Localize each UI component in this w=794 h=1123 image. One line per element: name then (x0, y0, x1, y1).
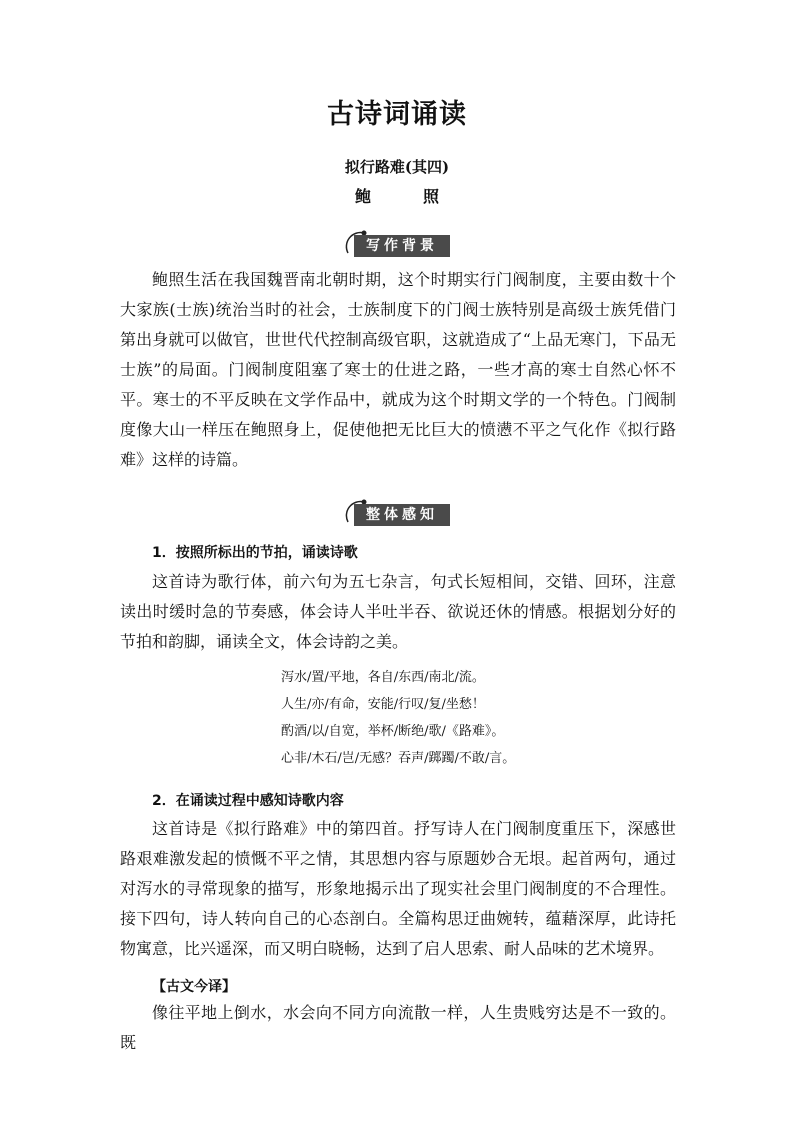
poem-title: 拟行路难(其四) (344, 158, 450, 176)
section-label-background: 写作背景 (354, 235, 450, 257)
item1-paragraph: 这首诗为歌行体，前六句为五七杂言，句式长短相间，交错、回环，注意读出时缓时急的节奏感，体会诗人半吐半吞、欲说还休的情感。根据划分好的节拍和韵脚，诵读全文，体会诗韵之美。 (120, 572, 676, 651)
poem-line: 心非/木石/岂/无感？吞声/踯躅/不敢/言。 (281, 751, 516, 766)
page-title: 古诗词诵读 (327, 99, 467, 130)
background-paragraph: 鲍照生活在我国魏晋南北朝时期，这个时期实行门阀制度，主要由数十个大家族(士族)统治当时的社会，士族制度下的门阀士族特别是高级士族凭借门第出身就可以做官，世世代代控制高级官职，这就造成了“上品无寒门，下品无士族”的局面。门阀制度阻塞了寒士的仕进之路，一些才高的寒士自然心怀不平。寒士的不平反映在文学作品中，就成为这个时期文学的一个特色。门阀制度像大山一样压在鲍照身上，促使他把无比巨大的愤懑不平之气化作《拟行路难》这样的诗篇。 (120, 270, 676, 469)
poem-line: 泻水/置/平地，各自/东西/南北/流。 (281, 670, 485, 685)
translation-heading: 【古文今译】 (152, 979, 236, 995)
poem-lines (281, 664, 601, 772)
item2-paragraph: 这首诗是《拟行路难》中的第四首。抒写诗人在门阀制度重压下，深感世路艰难激发起的愤慨不平之情，其思想内容与原题妙合无垠。起首两句，通过对泻水的寻常现象的描写，形象地揭示出了现实社会里门阀制度的不合理性。接下四句，诗人转向自己的心态剖白。全篇构思迂曲婉转，蕴藉深厚，此诗托物寓意，比兴遥深，而又明白晓畅，达到了启人思索、耐人品味的艺术境界。 (120, 819, 676, 958)
section-banner-overview (344, 504, 450, 526)
item2-heading: 2．在诵读过程中感知诗歌内容 (152, 793, 344, 809)
poem-line: 酌酒/以/自宽，举杯/断绝/歌/《路难》。 (281, 724, 505, 739)
poem-author: 鲍 照 (354, 187, 457, 206)
translation-paragraph: 像往平地上倒水，水会向不同方向流散一样，人生贵贱穷达是不一致的。既 (120, 1003, 676, 1052)
poem-line: 人生/亦/有命，安能/行叹/复/坐愁！ (281, 697, 485, 712)
section-banner-background (344, 235, 450, 257)
section-label-overview: 整体感知 (354, 504, 450, 526)
item1-heading: 1．按照所标出的节拍，诵读诗歌 (152, 545, 358, 561)
